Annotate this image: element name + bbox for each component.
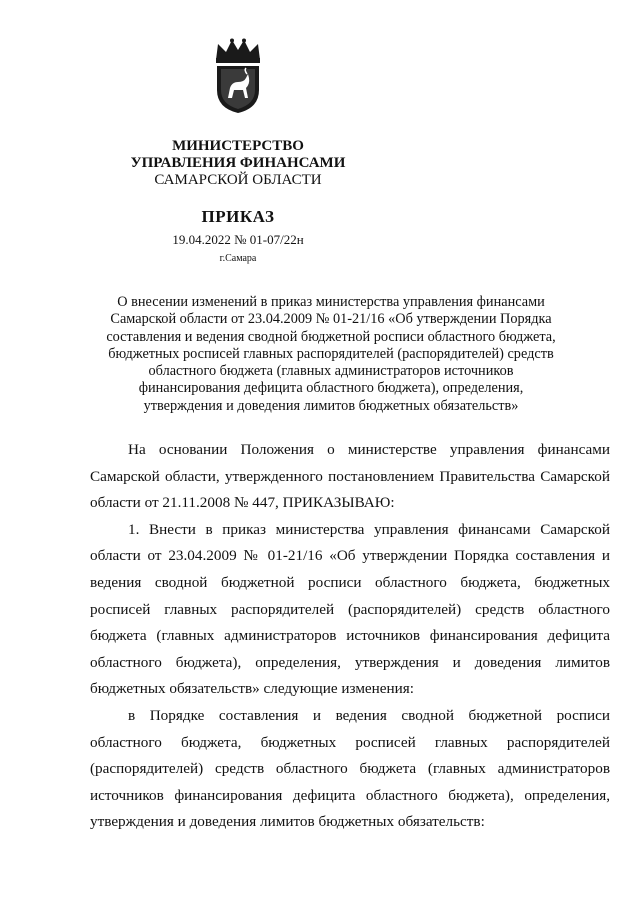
ministry-line-3: САМАРСКОЙ ОБЛАСТИ xyxy=(154,172,322,188)
order-date-number: 19.04.2022 № 01-07/22н xyxy=(172,232,304,247)
order-subject: О внесении изменений в приказ министерства управления финансами Самарской области от 23.04.2009 № 01-21/16 «Об утверждении Порядка составления и ведения сводной бюджетной росписи областного бюджета, бюджетных росписей главных распорядителей (распорядителей) средств областного бюджета (главных администраторов источников финансирования дефицита областного бюджета), определения, утверждения и доведения лимитов бюджетных обязательств» xyxy=(106,294,556,414)
body-paragraph-1: На основании Положения о министерстве управления финансами Самарской области, утвержденного постановлением Правительства Самарской области от 21.11.2008 № 447, ПРИКАЗЫВАЮ: xyxy=(90,441,610,512)
body-paragraph-2: 1. Внести в приказ министерства управления финансами Самарской области от 23.04.2009 № 01-21/16 «Об утверждении Порядка составления и ведения сводной бюджетной росписи областного бюджета, бюджетных росписей главных распорядителей (распорядителей) средств областного бюджета (главных администраторов источников финансирования дефицита областного бюджета), определения, утверждения и доведения лимитов бюджетных обязательств» следующие изменения: xyxy=(90,520,610,698)
document-type: ПРИКАЗ xyxy=(201,207,275,226)
ministry-name xyxy=(100,138,376,189)
order-city: г.Самара xyxy=(219,253,257,264)
samara-oblast-coat-of-arms-icon xyxy=(210,38,266,114)
ministry-line-1: МИНИСТЕРСТВО xyxy=(172,138,304,154)
order-body xyxy=(90,437,610,836)
body-paragraph-3: в Порядке составления и ведения сводной бюджетной росписи областного бюджета, бюджетных росписей главных распорядителей (распорядителей) средств областного бюджета (главных администраторов источников финансирования дефицита областного бюджета), определения, утверждения и доведения лимитов бюджетных обязательств: xyxy=(90,706,610,831)
ministry-line-2: УПРАВЛЕНИЯ ФИНАНСАМИ xyxy=(130,155,346,171)
